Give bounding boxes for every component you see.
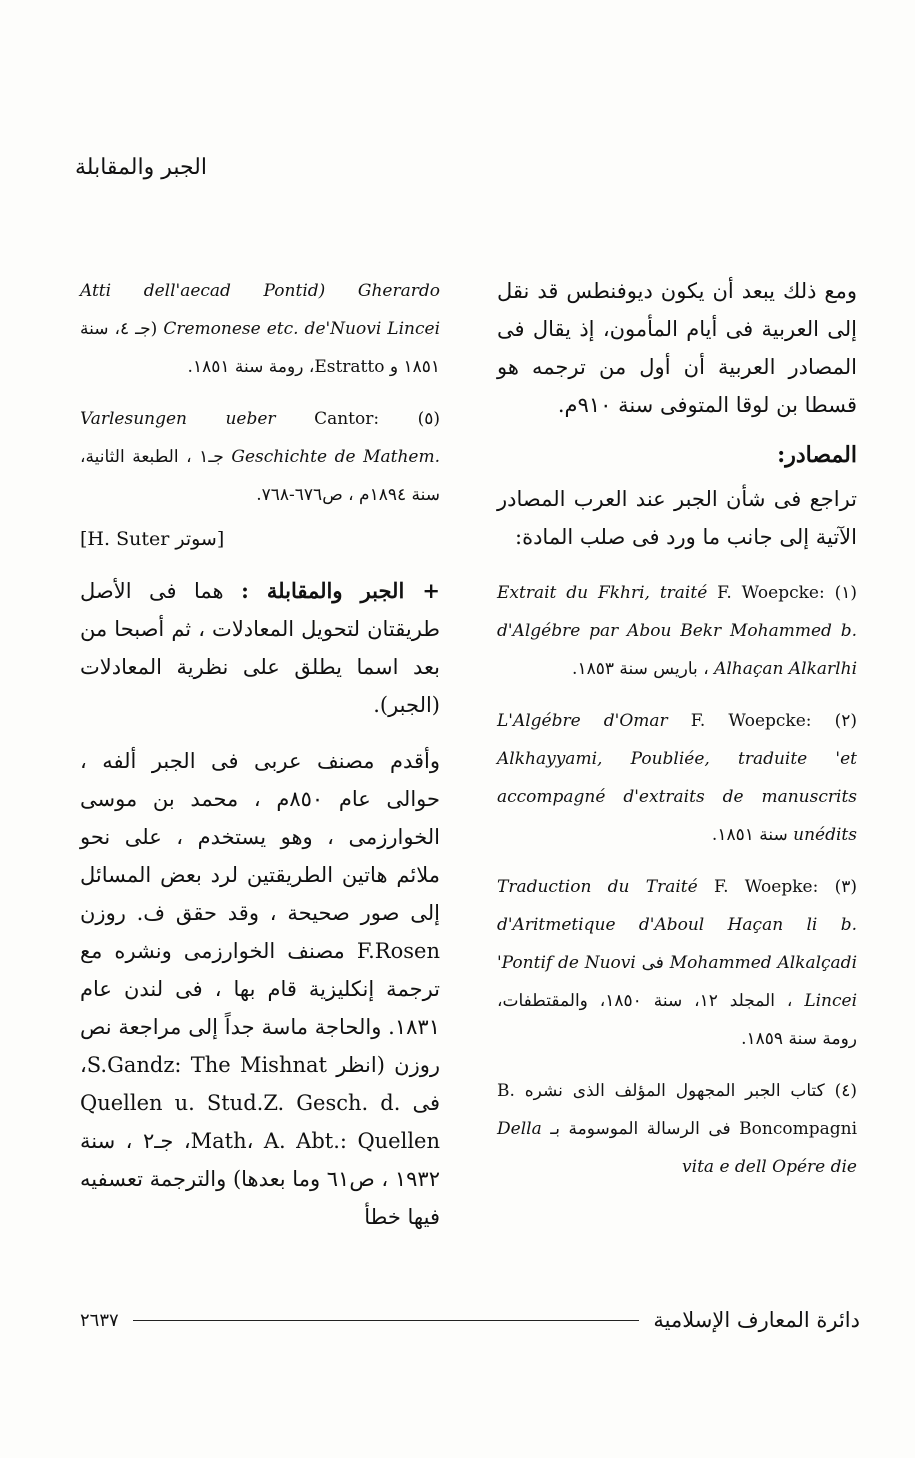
- article-opening: [80, 572, 440, 724]
- journal-name: دائرة المعارف الإسلامية: [653, 1308, 860, 1332]
- footer-rule: [133, 1320, 640, 1321]
- ref-pub-prefix: فى: [641, 953, 664, 973]
- ref-number: (٢): [834, 711, 858, 731]
- ref-publication: (جـ ٤، سنة ١٨٥١ و Estratto، رومة سنة ١٨٥١.: [80, 319, 440, 377]
- author-signature: [سوتر H. Suter]: [80, 528, 225, 550]
- article-title: + الجبر والمقابلة :: [241, 578, 440, 603]
- ref-title: Traduction du Traité d'Aritmetique d'Aboul Haçan li b. Mohammed Alkalçadi: [497, 877, 858, 973]
- ref-title-2: 'Pontif de Nuovi Lincei: [497, 953, 858, 1011]
- header-title: الجبر والمقابلة: [75, 155, 207, 180]
- page-footer: [80, 1305, 860, 1335]
- ref-author: F. Woepcke:: [717, 583, 825, 603]
- reference-2: [497, 702, 857, 854]
- article-paragraph-1: هما فى الأصل طريقتان لتحويل المعادلات ، ثم أصبحا من بعد اسما يطلق على نظرية المعادلات (الجبر).: [80, 579, 440, 717]
- reference-5: [80, 400, 440, 514]
- reference-3: [497, 868, 857, 1058]
- ref-title: Della vita e dell Opére die: [497, 1119, 857, 1177]
- ref-publication: جـ١ ، الطبعة الثانية، سنة ١٨٩٤م ، ص٦٧٦-٧٦٨.: [80, 447, 440, 505]
- ref-number: (٣): [834, 877, 858, 897]
- ref-publication: سنة ١٨٥١.: [711, 825, 788, 845]
- right-column: [497, 272, 857, 1200]
- ref-author: F. Woepcke:: [690, 711, 812, 731]
- sources-heading: المصادر:: [777, 442, 857, 468]
- ref-number: (١): [834, 583, 858, 603]
- sources-intro: تراجع فى شأن الجبر عند العرب المصادر الآتية إلى جانب ما ورد فى صلب المادة:: [497, 487, 857, 549]
- ref-publication: ، باريس سنة ١٨٥٣.: [572, 659, 709, 679]
- ref-title: Atti dell'aecad Pontid) Gherardo Cremonese etc. de'Nuovi Lincei: [80, 281, 440, 339]
- left-column: [80, 272, 440, 1254]
- ref-number: (٤): [834, 1081, 858, 1101]
- page-number: ٢٦٣٧: [80, 1309, 119, 1331]
- ref-publication: ، المجلد ١٢، سنة ١٨٥٠، والمقتطفات، رومة سنة ١٨٥٩.: [497, 991, 857, 1049]
- ref-title: Varlesungen ueber Geschichte de Mathem.: [80, 409, 441, 467]
- ref-title: L'Algébre d'Omar Alkhayyami, Poubliée, traduite 'et accompagné d'extraits de manuscrits unédits: [497, 711, 857, 845]
- ref-number: (٥): [417, 409, 440, 429]
- reference-1: [497, 574, 857, 688]
- article-paragraph-2: وأقدم مصنف عربى فى الجبر ألفه ، حوالى عام ٨٥٠م ، محمد بن موسى الخوارزمى ، وهو يستخدم ، على نحو ملائم هاتين الطريقتين لرد بعض المسائل إلى صور صحيحة ، وقد حقق ف. روزن F.Rosen مصنف الخوارزمى ونشره مع ترجمة إنكليزية قام بها ، فى لندن عام ١٨٣١. والحاجة ماسة جداً إلى مراجعة نص روزن (انظر S.Gandz: The Mishnat، فى Quellen u. Stud.Z. Gesch. d. Math، A. Abt.: Quellen، جـ٢ ، سنة ١٩٣٢ ، ص٦١ وما بعدها) والترجمة تعسفيه فيها خطأ: [80, 749, 441, 1229]
- ref-title: Extrait du Fkhri, traité d'Algébre par Abou Bekr Mohammed b. Alhaçan Alkarlhi: [497, 583, 857, 679]
- ref-author: Cantor:: [314, 409, 380, 429]
- running-header: [75, 155, 207, 180]
- reference-4-continued: [80, 272, 440, 386]
- intro-paragraph: ومع ذلك يبعد أن يكون ديوفنطس قد نقل إلى العربية فى أيام المأمون، إذ يقال فى المصادر العربية أن أول من ترجمه هو قسطا بن لوقا المتوفى سنة ٩١٠م.: [497, 279, 857, 417]
- ref-text: كتاب الجبر المجهول المؤلف الذى نشره B. Boncompagni فى الرسالة الموسومة بـ: [497, 1081, 858, 1139]
- ref-author: F. Woepke:: [713, 877, 819, 897]
- reference-4: [497, 1072, 857, 1186]
